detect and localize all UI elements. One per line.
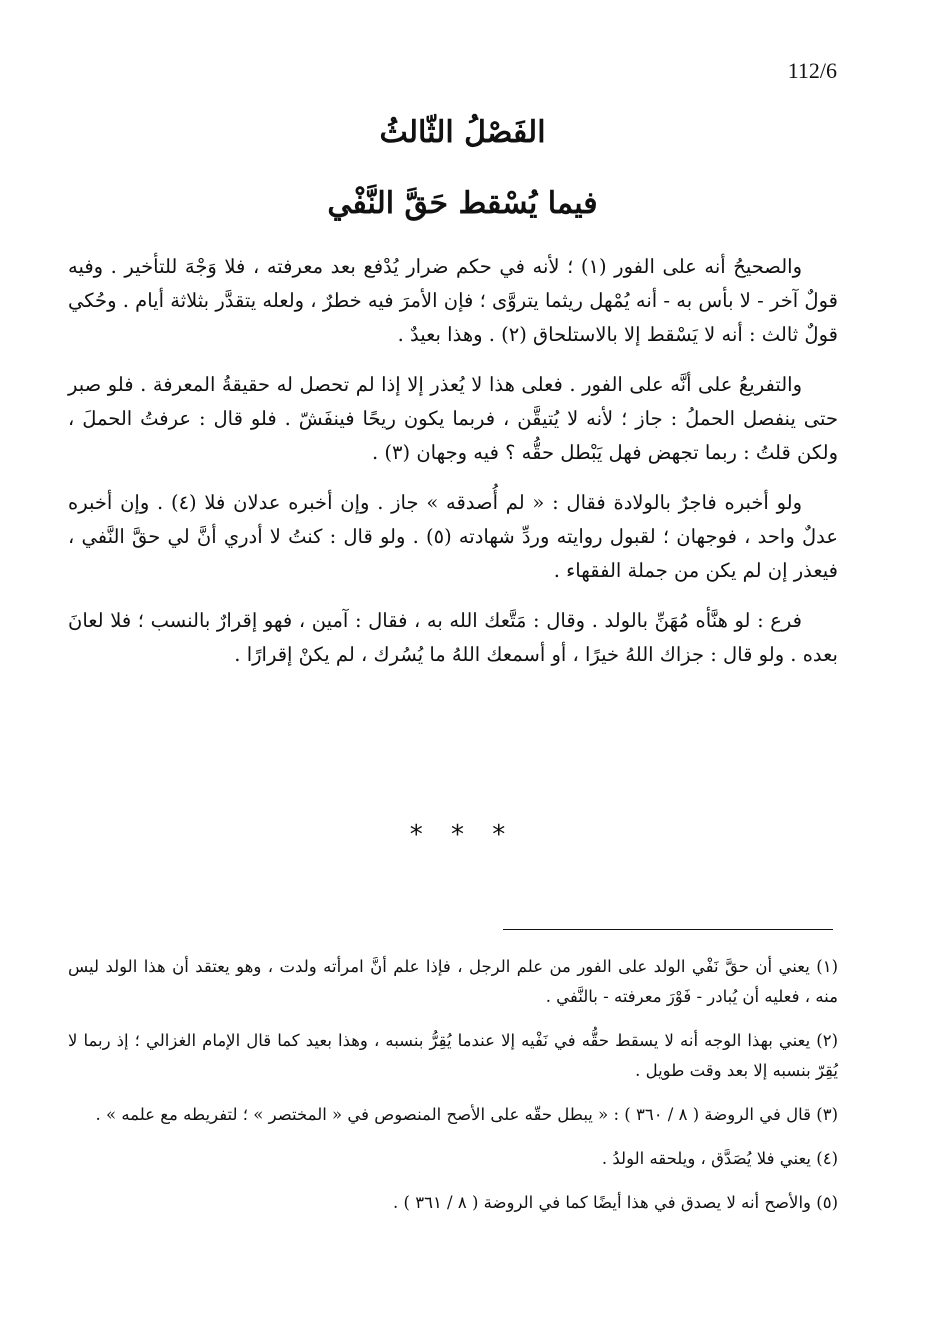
footnote: (٤) يعني فلا يُصَدَّق ، ويلحقه الولدُ . (601, 1149, 838, 1168)
section-separator: * * * (409, 820, 516, 850)
paragraph: والتفريعُ على أنَّه على الفور . فعلى هذا لا يُعذر إلا إذا لم تحصل له حقيقةُ المعرفة . فلو صبر حتى ينفصل الحملُ : جاز ؛ لأنه لا يُتيقَّن ، فربما يكون ريحًا فينفَشّ . فلو قال : عرفتُ الحملَ ، ولكن قلتُ : ربما تجهض فهل يَبْطل حقُّه ؟ فيه وجهان (٣) . (68, 373, 838, 464)
footnote: (٣) قال في الروضة ( ٨ / ٣٦٠ ) : « يبطل حقّه على الأصح المنصوص في « المختصر » ؛ لتفريطه مع علمه » . (95, 1105, 838, 1124)
footnote: (٥) والأصح أنه لا يصدق في هذا أيضًا كما في الروضة ( ٨ / ٣٦١ ) . (393, 1193, 838, 1212)
paragraph: والصحيحُ أنه على الفور (١) ؛ لأنه في حكم ضرار يُدْفع بعد معرفته ، فلا وَجْهَ للتأخير . وفيه قولٌ آخر - لا بأس به - أنه يُمْهل ريثما يتروَّى ؛ فإن الأمرَ فيه خطرٌ ، ولعله يتقدَّر بثلاثة أيام . وحُكي قولٌ ثالث : أنه لا يَسْقط إلا بالاستلحاق (٢) . وهذا بعيدٌ . (68, 255, 838, 346)
footnotes (68, 952, 838, 1232)
footnote: (٢) يعني بهذا الوجه أنه لا يسقط حقُّه في نَفْيه إلا عندما يُقِرُّ بنسبه ، وهذا بعيد كما قال الإمام الغزالي ؛ إذ ربما لا يُقِرّ بنسبه إلا بعد وقت طويل . (68, 1031, 838, 1080)
chapter-subtitle: فيما يُسْقط حَقَّ النَّفْي (327, 186, 598, 221)
page-number: 112/6 (787, 58, 837, 83)
footnote: (١) يعني أن حقَّ نَفْي الولد على الفور من علم الرجل ، فإذا علم أنَّ امرأته ولدت ، وهو يعتقد أن هذا الولد ليس منه ، فعليه أن يُبادر - فَوْرَ معرفته - بالنَّفي . (68, 957, 838, 1006)
paragraph: فرع : لو هنَّأه مُهَنِّ بالولد . وقال : مَتَّعك الله به ، فقال : آمين ، فهو إقرارٌ بالنسب ؛ فلا لعانَ بعده . ولو قال : جزاك اللهُ خيرًا ، أو أسمعك اللهُ ما يُسُرك ، لم يكنْ إقرارًا . (68, 609, 838, 666)
chapter-title: الفَصْلُ الثّالثُ (379, 115, 546, 150)
main-text (68, 250, 838, 688)
footnote-divider (503, 929, 833, 930)
paragraph: ولو أخبره فاجرٌ بالولادة فقال : « لم أُصدقه » جاز . وإن أخبره عدلان فلا (٤) . وإن أخبره عدلٌ واحد ، فوجهان ؛ لقبول روايته وردِّ شهادته (٥) . ولو قال : كنتُ لا أدري أنَّ لي حقَّ النَّفي ، فيعذر إن لم يكن من جملة الفقهاء . (68, 491, 838, 582)
